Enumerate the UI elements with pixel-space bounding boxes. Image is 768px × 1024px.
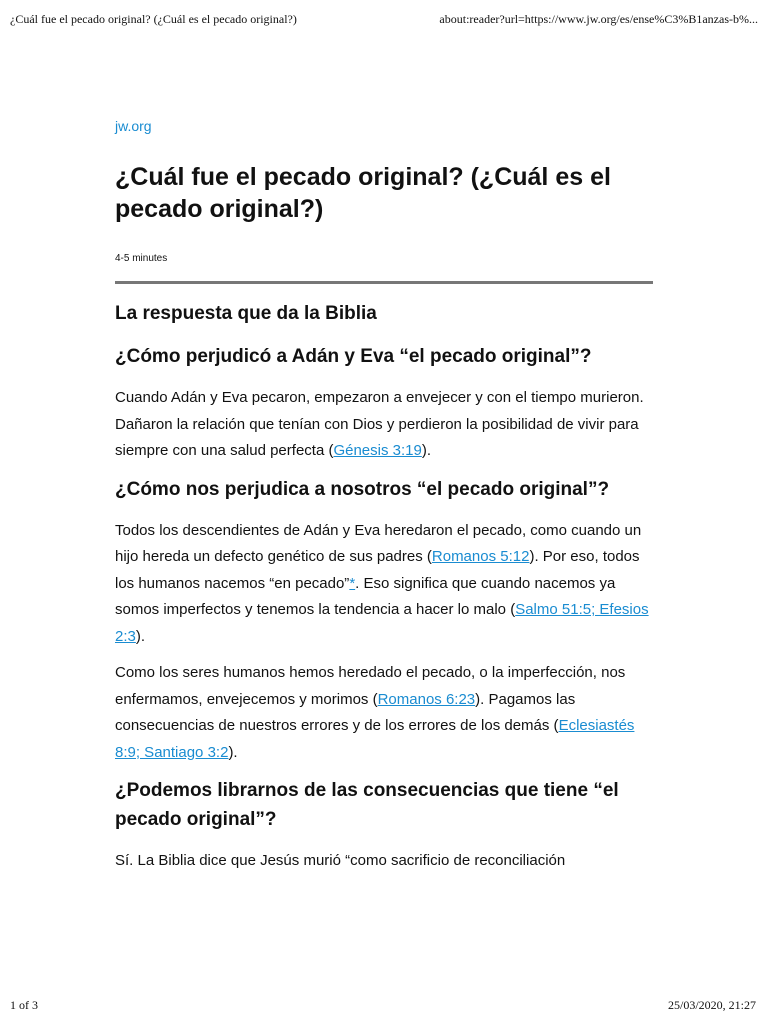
scripture-link-romanos-5[interactable]: Romanos 5:12 [431,548,530,565]
reader-view [115,118,655,885]
paragraph-text: Como los seres humanos hemos heredado el pecado, o la imperfección, nos enfermamos, envejecemos y morimos ( [115,664,626,708]
paragraph-text: ). Pagamos las consecuencias de nuestros errores y de los errores de los demás ( [115,690,576,734]
paragraph-text: . Eso significa que cuando nacemos ya somos imperfectos y tenemos la tendencia a hacer lo malo ( [115,574,616,618]
print-datetime: 25/03/2020, 21:27 [667,998,756,1012]
paragraph-text: ). [421,442,432,459]
question-heading-2: ¿Cómo nos perjudica a nosotros “el pecado original”? [115,478,610,500]
print-header [10,12,758,28]
footnote-link[interactable]: * [349,574,356,592]
print-footer [10,998,758,1014]
scripture-link-eclesiastes-santiago[interactable]: Eclesiastés 8:9; Santiago 3:2 [115,717,635,761]
paragraph-q2-1 [115,518,655,651]
print-header-url: about:reader?url=https://www.jw.org/es/ense%C3%B1anzas-b%... [439,12,758,26]
scripture-link-genesis[interactable]: Génesis 3:19 [333,442,422,459]
page-number: 1 of 3 [10,998,38,1012]
article-title: ¿Cuál fue el pecado original? (¿Cuál es el pecado original?) [115,163,611,223]
question-heading-3: ¿Podemos librarnos de las consecuencias que tiene “el pecado original”? [115,780,619,830]
section-heading: La respuesta que da la Biblia [115,303,377,324]
source-domain-link[interactable]: jw.org [115,118,152,134]
paragraph-q1 [115,385,655,465]
paragraph-text: Sí. La Biblia dice que Jesús murió “como sacrificio de reconciliación [115,852,566,869]
paragraph-text: ). [228,743,238,761]
paragraph-q2-2 [115,660,655,766]
paragraph-text: ). Por eso, todos los humanos nacemos “en pecado” [115,548,640,592]
scripture-link-salmo-efesios[interactable]: Salmo 51:5; Efesios 2:3 [115,601,649,645]
divider [115,281,653,284]
paragraph-q3 [115,848,655,875]
question-heading-1: ¿Cómo perjudicó a Adán y Eva “el pecado original”? [115,346,592,367]
scripture-link-romanos-6[interactable]: Romanos 6:23 [377,690,476,708]
paragraph-text: Cuando Adán y Eva pecaron, empezaron a envejecer y con el tiempo murieron. Dañaron la relación que tenían con Dios y perdieron la posibilidad de vivir para siempre con una salud perfecta ( [115,389,644,459]
reading-time: 4-5 minutes [115,253,168,264]
paragraph-text: ). [135,627,146,645]
print-header-title: ¿Cuál fue el pecado original? (¿Cuál es el pecado original?) [10,12,297,26]
paragraph-text: Todos los descendientes de Adán y Eva heredaron el pecado, como cuando un hijo hereda un defecto genético de sus padres ( [115,521,642,565]
